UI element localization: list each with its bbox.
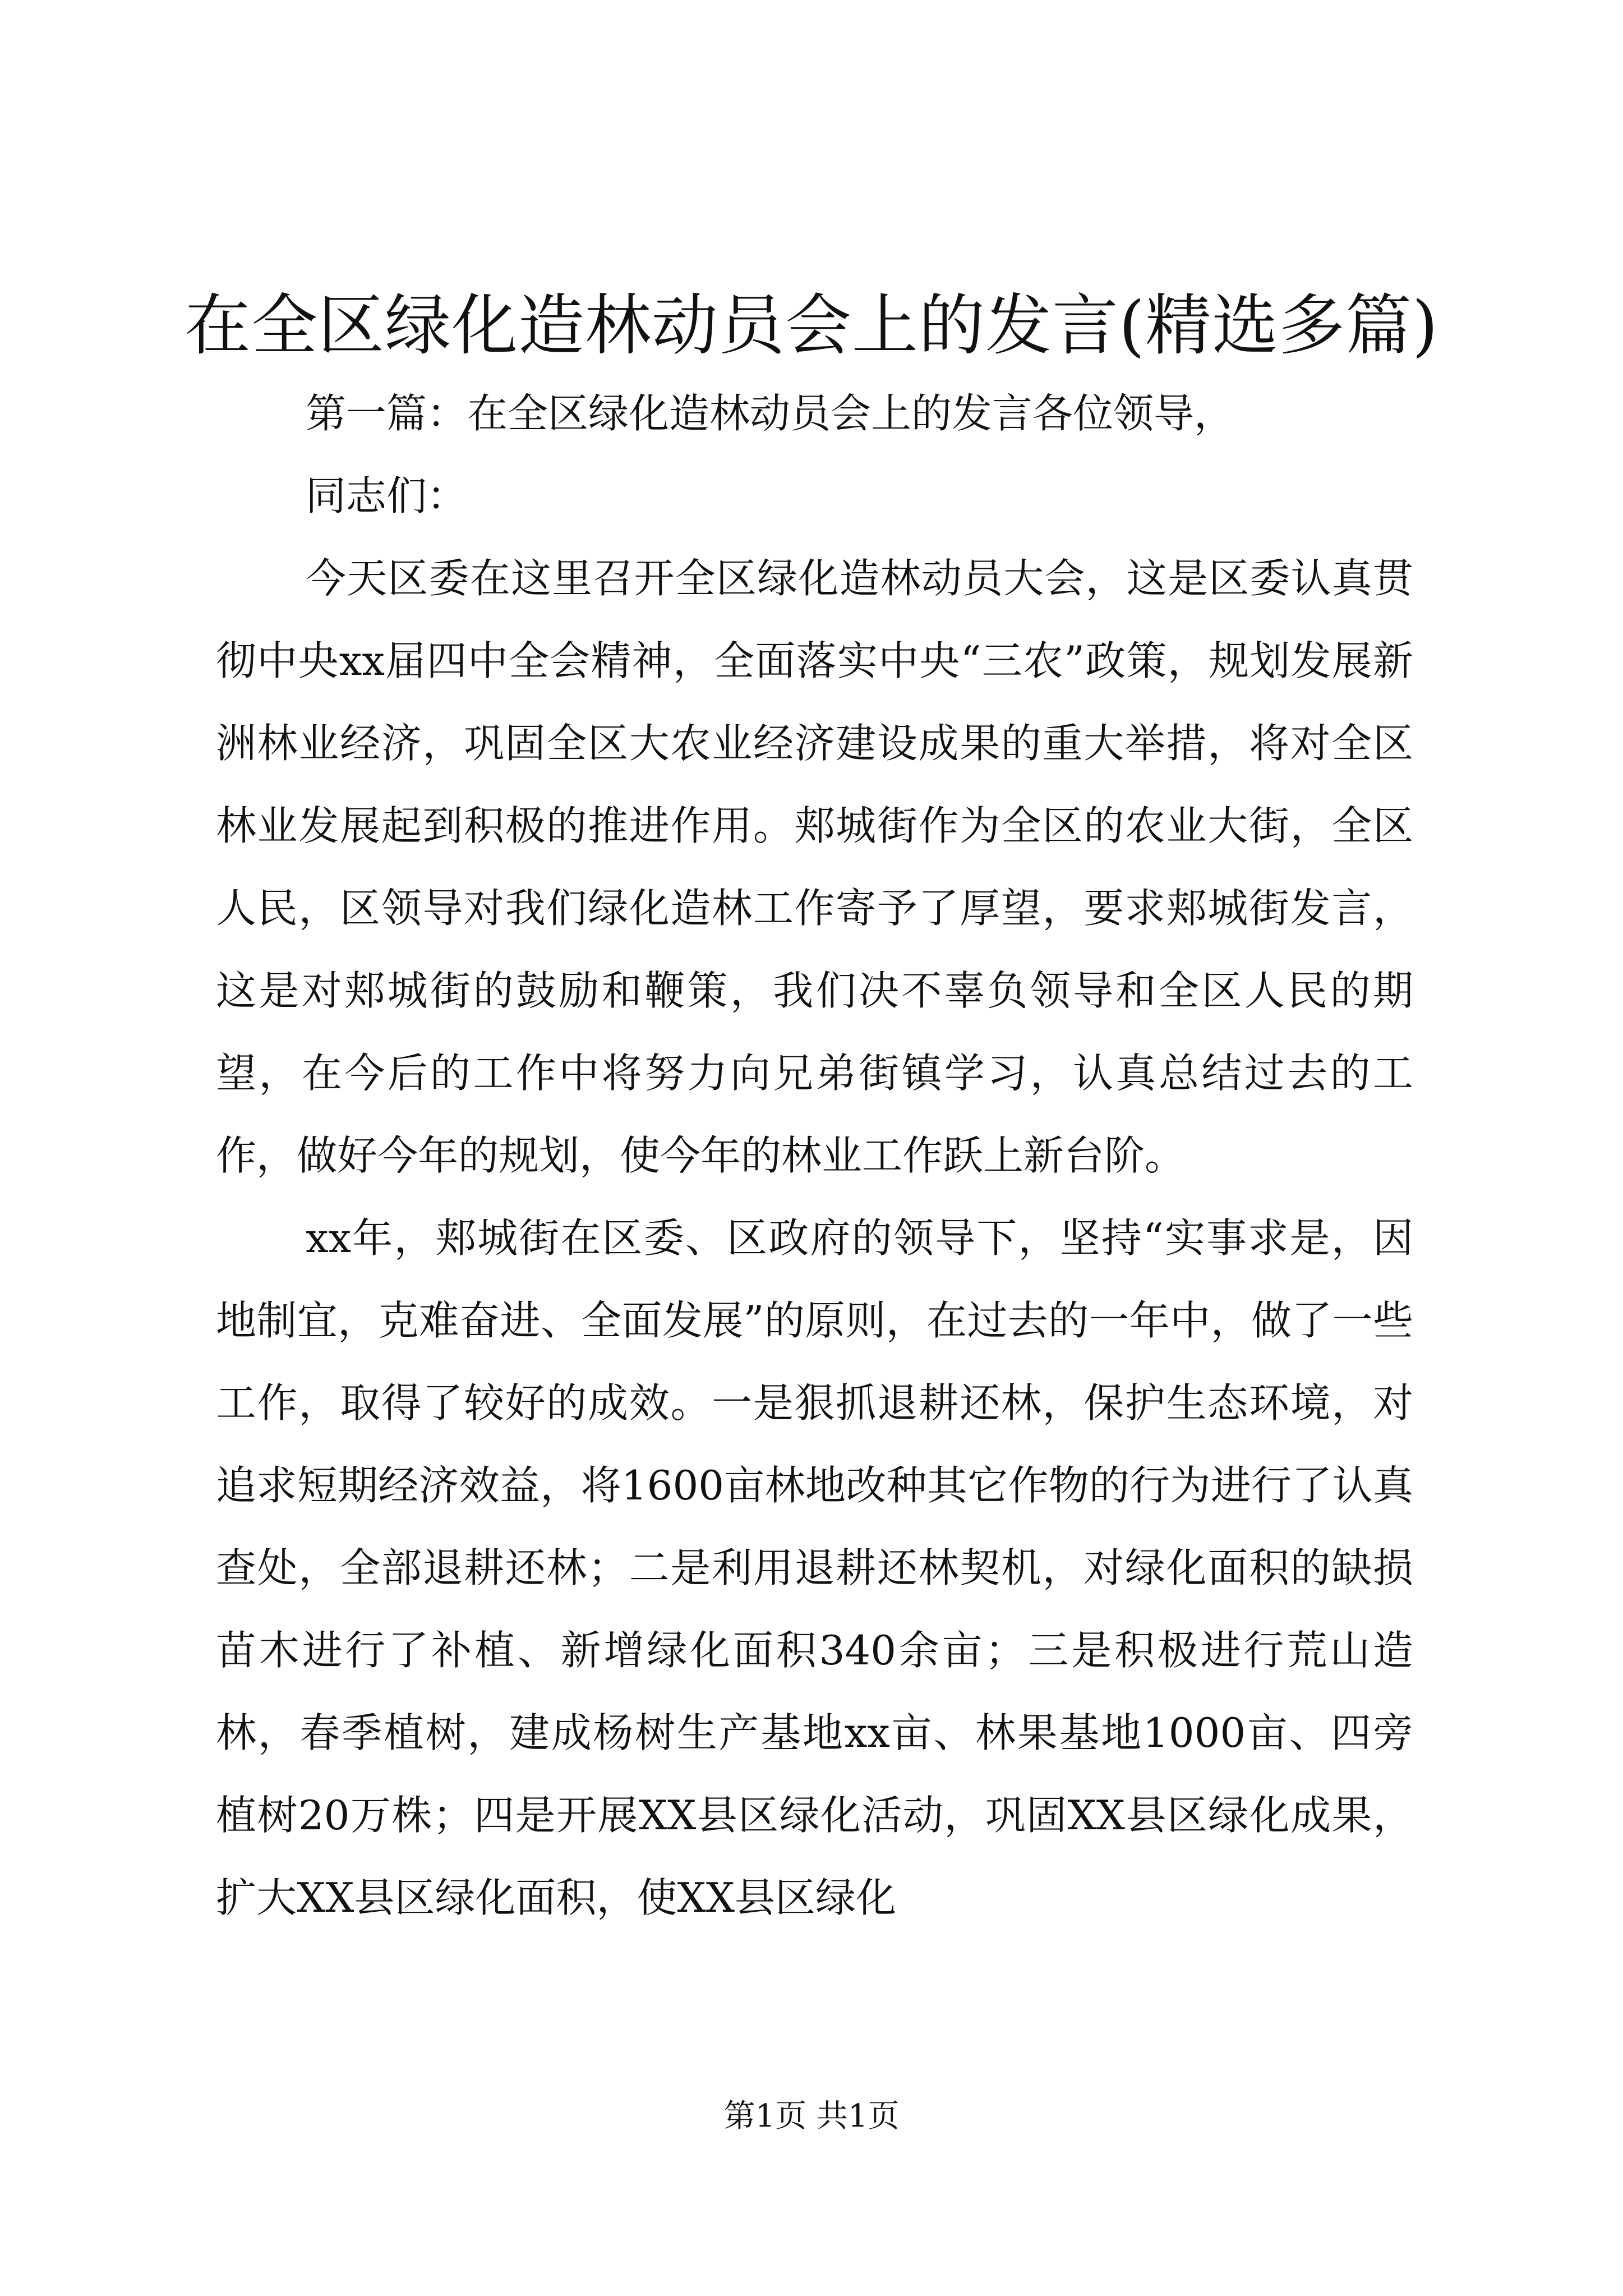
document-title: 在全区绿化造林动员会上的发言(精选多篇) bbox=[184, 287, 1439, 364]
paragraph-achievements: xx年，郏城街在区委、区政府的领导下，坚持“实事求是，因地制宜，克难奋进、全面发展”的原则，在过去的一年中，做了一些工作，取得了较好的成效。一是狠抓退耕还林，保护生态环境，对追求短期经济效益，将1600亩林地改种其它作物的行为进行了认真查处，全部退耕还林；二是利用退耕还林契机，对绿化面积的缺损苗木进行了补植、新增绿化面积340余亩；三是积极进行荒山造林，春季植树，建成杨树生产基地xx亩、林果基地1000亩、四旁植树20万株；四是开展XX县区绿化活动，巩固XX县区绿化成果，扩大XX县区绿化面积，使XX县区绿化 bbox=[216, 1214, 1413, 1921]
page-footer: 第1页 共1页 bbox=[723, 2098, 900, 2134]
document-body bbox=[216, 372, 1413, 1939]
paragraph-salutation: 同志们： bbox=[306, 472, 468, 519]
paragraph-heading-line: 第一篇：在全区绿化造林动员会上的发言各位领导， bbox=[306, 390, 1235, 437]
paragraph-intro: 今天区委在这里召开全区绿化造林动员大会，这是区委认真贯彻中央xx届四中全会精神，全面落实中央“三农”政策，规划发展新洲林业经济，巩固全区大农业经济建设成果的重大举措，将对全区林业发展起到积极的推进作用。郏城街作为全区的农业大街，全区人民，区领导对我们绿化造林工作寄予了厚望，要求郏城街发言，这是对郏城街的鼓励和鞭策，我们决不辜负领导和全区人民的期望，在今后的工作中将努力向兄弟街镇学习，认真总结过去的工作，做好今年的规划，使今年的林业工作跃上新台阶。 bbox=[216, 555, 1413, 1179]
